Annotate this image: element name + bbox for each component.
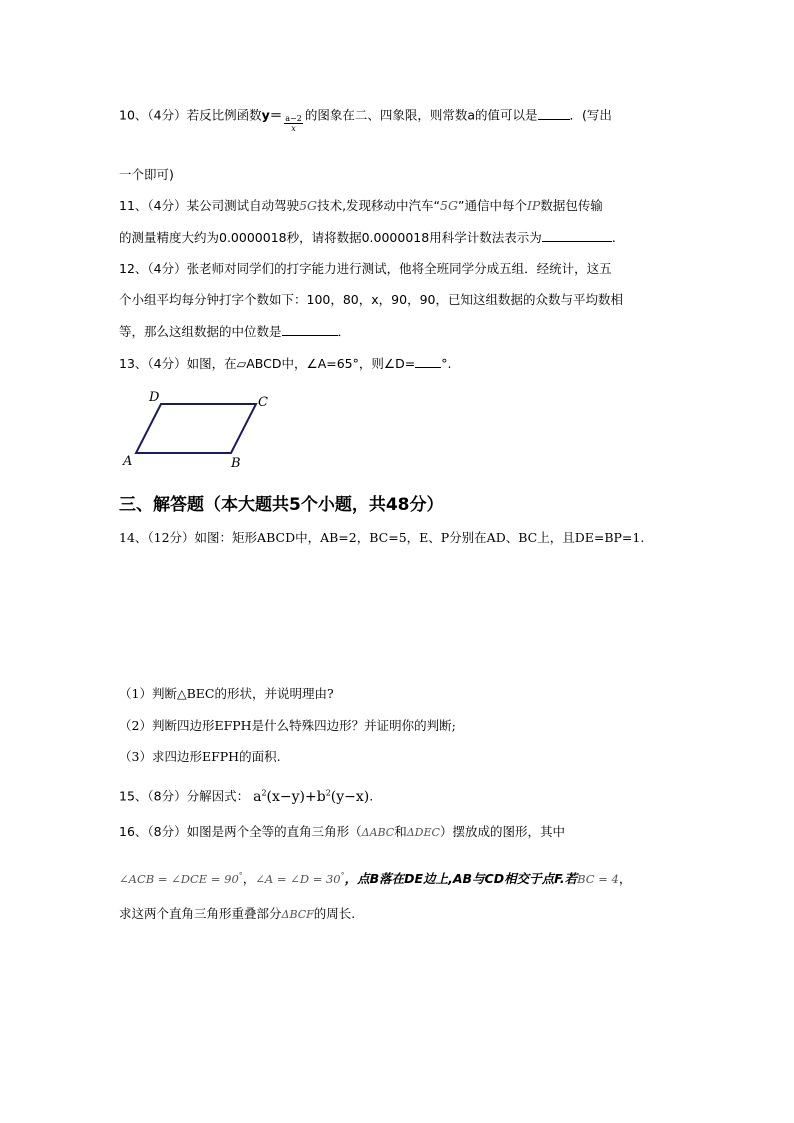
q13-end: °. (441, 356, 452, 371)
q16-and: 和 (394, 824, 407, 839)
q11-line2-text: 的测量精度大约为0.0000018秒，请将数据0.0000018用科学计数法表示为 (119, 230, 542, 245)
q13-line (119, 355, 451, 372)
q15-expr-end: (y−x) (330, 788, 370, 805)
q12-answer-blank (282, 323, 338, 336)
parallelogram-shape (136, 404, 256, 453)
q16-line2-end: ， (618, 871, 632, 887)
q16-tri-abc: ΔABC (361, 826, 395, 839)
q16-line3-text: 求这两个直角三角形重叠部分 (119, 906, 282, 921)
section-3-heading: 三、解答题（本大题共5个小题，共48分） (119, 495, 444, 515)
q14-sub2 (119, 718, 456, 734)
q10-frac-num: a−2 (285, 114, 302, 123)
q15-text: 15、（8分）分解因式： (119, 788, 250, 804)
q16-line3-end: 的周长. (313, 906, 356, 921)
vertex-label-a: A (123, 454, 133, 469)
q16-deg1: ° (238, 871, 243, 880)
q10-line2 (119, 167, 174, 183)
q16-line1 (119, 824, 565, 841)
q14-sub2-text: （2）判断四边形EFPH是什么特殊四边形？并证明你的判断; (119, 718, 456, 733)
q15-end: . (369, 788, 374, 804)
q16-line2-mid: ，点B落在DE边上,AB与CD相交于点F.若 (344, 871, 578, 887)
q15-exp-a: 2 (261, 788, 267, 797)
q10-fraction (284, 114, 303, 134)
q10-middle: 的图象在二、四象限，则常数a的值可以是 (304, 107, 538, 123)
q10-frac-den: x (291, 124, 296, 133)
q15-line (119, 785, 373, 805)
q11-part3: ”通信中每个 (457, 198, 527, 213)
q16-tri-dec: ΔDEC (406, 826, 440, 839)
q16-deg2: ° (340, 871, 345, 880)
q11-ip: IP (526, 198, 541, 213)
q10-y-eq: y＝ (261, 107, 283, 123)
q16-line1-end: ）摆放成的图形，其中 (439, 824, 565, 839)
q10-line2-text: 一个即可) (119, 167, 174, 182)
q13-text: 13、（4分）如图，在▱ABCD中，∠A=65°，则∠D= (119, 356, 416, 371)
q14-sub1-text: （1）判断△BEC的形状，并说明理由? (119, 686, 334, 701)
q11-line1 (119, 198, 603, 214)
q12-line3 (119, 323, 350, 340)
q16-bc: BC = 4 (577, 872, 619, 887)
q12-line3-end: ． (337, 324, 351, 339)
vertex-label-c: C (258, 395, 268, 410)
q14-sub1 (119, 686, 334, 702)
vertex-label-d: D (149, 390, 160, 405)
q11-part1: 11、（4分）某公司测试自动驾驶 (119, 198, 300, 213)
q16-line2 (119, 868, 631, 887)
q15-exp-b: 2 (325, 788, 331, 797)
q16-sep: ， (242, 871, 256, 887)
q12-line1 (119, 261, 612, 277)
q16-line3 (119, 906, 355, 923)
q14-text: 14、（12分）如图：矩形ABCD中，AB=2，BC=5，E、P分别在AD、BC上，且DE=BP=1. (119, 530, 645, 545)
q12-line1-text: 12、（4分）张老师对同学们的打字能力进行测试，他将全班同学分成五组．经统计，这五 (119, 261, 612, 276)
q14-sub3-text: （3）求四边形EFPH的面积. (119, 749, 281, 764)
q10-line1 (119, 106, 612, 133)
q10-suffix: ．(写出 (569, 107, 612, 123)
q15-expression (253, 789, 369, 805)
q12-line2 (119, 292, 623, 308)
q14-line (119, 530, 644, 546)
q15-expr-a: a (253, 788, 262, 805)
q12-line2-text: 个小组平均每分钟打字个数如下：100，80，x，90，90，已知这组数据的众数与平均数相 (119, 292, 623, 307)
q11-5g: 5G (299, 198, 318, 213)
q16-line1-text: 16、（8分）如图是两个全等的直角三角形（ (119, 824, 362, 839)
q11-answer-blank (542, 229, 612, 242)
q12-line3-text: 等，那么这组数据的中位数是 (119, 324, 282, 339)
q16-angles2: ∠A = ∠D = 30 (255, 872, 341, 887)
q11-part2: 技术,发现移动中汽车“ (317, 198, 441, 213)
q16-angles1: ∠ACB = ∠DCE = 90 (119, 872, 239, 887)
q16-tri-bcf: ΔBCF (281, 908, 314, 921)
q10-answer-blank (538, 107, 570, 120)
q11-line2 (119, 229, 616, 246)
q14-sub3 (119, 749, 281, 765)
q11-5g-2: 5G (440, 198, 458, 213)
q15-expr-mid: (x−y)+b (266, 788, 326, 805)
q11-line2-end: . (611, 230, 616, 245)
vertex-label-b: B (231, 456, 241, 471)
q10-prefix: 10、（4分）若反比例函数 (119, 107, 262, 123)
q11-part4: 数据包传输 (540, 198, 603, 213)
parallelogram-figure (118, 385, 278, 473)
q13-answer-blank (415, 355, 441, 368)
